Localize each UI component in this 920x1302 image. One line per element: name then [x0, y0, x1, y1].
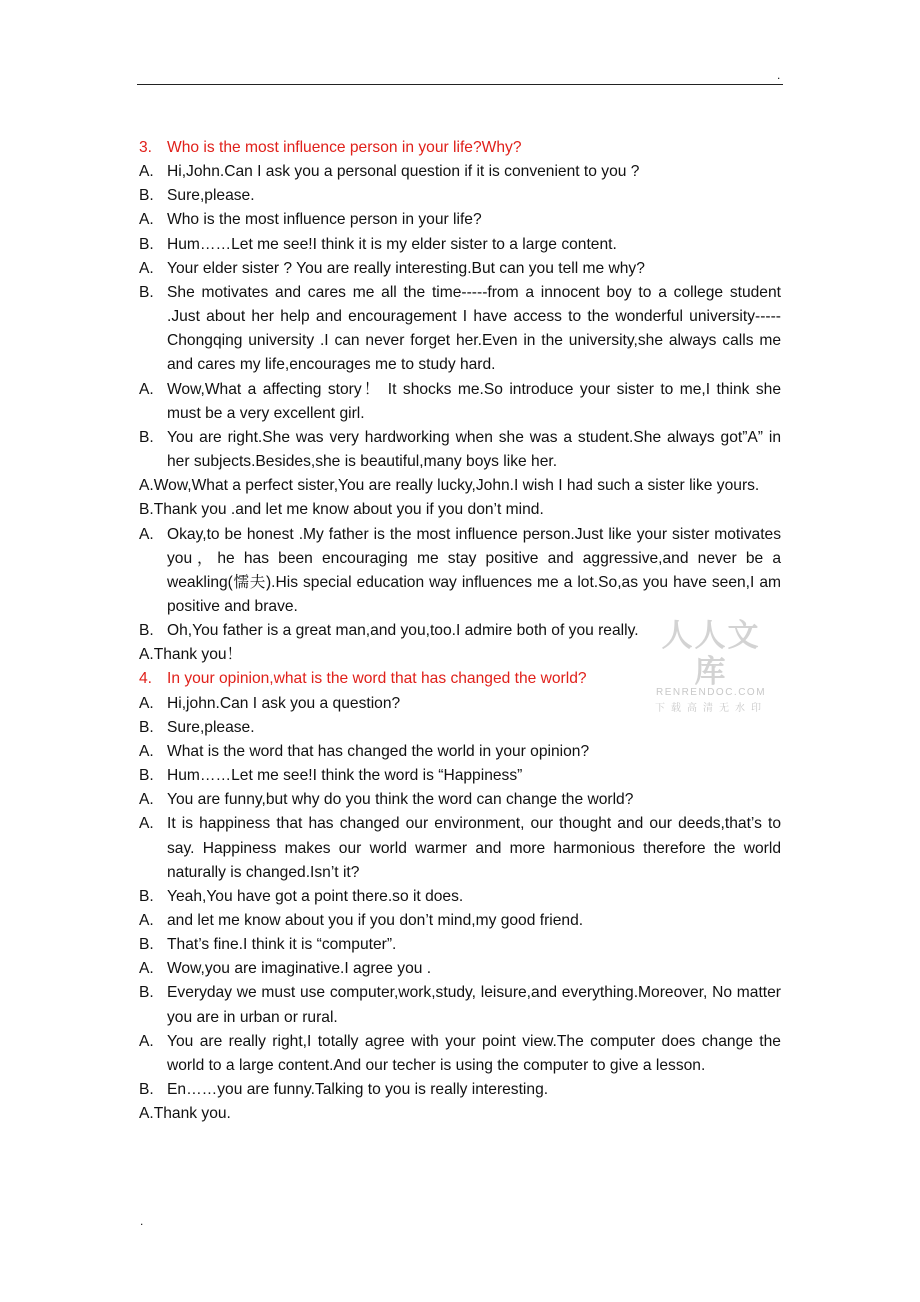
dialogue-text: Sure,please.: [167, 187, 255, 205]
dialogue-line: [139, 692, 781, 716]
dialogue-line: [139, 1030, 781, 1078]
speaker-label: B.: [139, 428, 154, 446]
section-heading: [139, 667, 781, 691]
dialogue-text: You are funny,but why do you think the word can change the world?: [167, 791, 634, 809]
dialogue-line: [139, 812, 781, 884]
speaker-label: B.: [139, 936, 154, 954]
dialogue-text: Okay,to be honest .My father is the most influence person.Just like your sister motivates you，he has been encouraging me stay positive and aggressive,and never be a weakling(懦夫).His special education way influences me a lot.So,as you have seen,I am positive and brave.: [167, 525, 781, 615]
speaker-label: A.: [139, 525, 154, 543]
dialogue-line: [139, 208, 781, 232]
speaker-label: A.: [139, 815, 154, 833]
dialogue-text: Yeah,You have got a point there.so it does.: [167, 887, 464, 905]
dialogue-line: [139, 426, 781, 474]
watermark-tagline: 下载高清无水印: [655, 703, 767, 714]
section-number: 4.: [139, 670, 153, 688]
speaker-label: B.: [139, 887, 154, 905]
speaker-label: B.: [139, 235, 154, 253]
section-title: Who is the most influence person in your life?Why?: [167, 139, 522, 156]
speaker-label: A.: [139, 791, 154, 809]
dialogue-text: Wow,you are imaginative.I agree you .: [167, 960, 432, 978]
dialogue-text: and let me know about you if you don’t mind,my good friend.: [167, 912, 584, 929]
dialogue-text: You are right.She was very hardworking when she was a student.She always got”A” in her subjects.Besides,she is beautiful,many boys like her.: [167, 428, 781, 471]
header-rule: [137, 84, 783, 85]
dialogue-text: Hum……Let me see!I think the word is “Happiness”: [167, 767, 523, 785]
dialogue-line: [139, 740, 781, 764]
watermark-brand: 人人文库: [661, 618, 761, 690]
dialogue-text: Oh,You father is a great man,and you,too.I admire both of you really.: [167, 622, 639, 640]
dialogue-text: It is happiness that has changed our environment, our thought and our deeds,that’s to say. Happiness makes our world warmer and more harmonious therefore the world naturally is changed.Isn’t it?: [167, 815, 781, 881]
dialogue-text: En……you are funny.Talking to you is really interesting.: [167, 1081, 549, 1099]
speaker-label: A.: [139, 912, 154, 929]
document-body: [139, 136, 781, 1126]
dialogue-text: Wow,What a affecting story！ It shocks me.So introduce your sister to me,I think she must be a very excellent girl.: [167, 380, 781, 422]
dialogue-line-plain: A.Thank you.: [139, 1105, 231, 1123]
dialogue-line: [139, 788, 781, 812]
dialogue-text: Hi,john.Can I ask you a question?: [167, 694, 401, 712]
speaker-label: A.: [139, 259, 154, 277]
speaker-label: A.: [139, 380, 154, 398]
watermark-url: RENRENDOC.COM: [655, 687, 767, 698]
speaker-label: B.: [139, 622, 154, 640]
dialogue-line: [139, 160, 781, 184]
dialogue-line: [139, 257, 781, 281]
dialogue-line: [139, 716, 781, 740]
speaker-label: B.: [139, 718, 154, 736]
dialogue-line: [139, 1078, 781, 1102]
speaker-label: A.: [139, 163, 154, 181]
dialogue-line: [139, 909, 781, 933]
dialogue-text: Hum……Let me see!I think it is my elder sister to a large content.: [167, 235, 617, 253]
dialogue-line-plain: A.Thank you！: [139, 646, 243, 664]
speaker-label: A.: [139, 694, 154, 712]
dialogue-line: [139, 957, 781, 981]
dialogue-line: [139, 523, 781, 620]
dialogue-text: What is the word that has changed the world in your opinion?: [167, 742, 590, 760]
dialogue-line: [139, 981, 781, 1029]
header-marker: .: [777, 68, 781, 82]
section-number: 3.: [139, 139, 153, 156]
dialogue-line: [139, 184, 781, 208]
dialogue-line: [139, 619, 781, 643]
dialogue-text: You are really right,I totally agree with your point view.The computer does change the world to a large content.And our techer is using the computer to give a lesson.: [167, 1032, 781, 1074]
section-heading: [139, 136, 781, 160]
speaker-label: B.: [139, 984, 154, 1002]
speaker-label: B.: [139, 1081, 154, 1099]
speaker-label: B.: [139, 283, 154, 301]
dialogue-line: [139, 933, 781, 957]
speaker-label: B.: [139, 187, 154, 205]
dialogue-line: [139, 233, 781, 257]
dialogue-line: [139, 885, 781, 909]
dialogue-text: Everyday we must use computer,work,study, leisure,and everything.Moreover, No matter you are in urban or rural.: [167, 984, 781, 1026]
speaker-label: A.: [139, 960, 154, 978]
dialogue-text: Your elder sister ? You are really interesting.But can you tell me why?: [167, 259, 645, 277]
dialogue-text: She motivates and cares me all the time-----from a innocent boy to a college student .Just about her help and encouragement I have access to the wonderful university-----Chongqing university .I can never forget her.Even in the university,she always calls me and cares my life,encourages me to study hard.: [167, 283, 781, 374]
dialogue-text: Sure,please.: [167, 718, 255, 736]
speaker-label: A.: [139, 742, 154, 760]
dialogue-text: That’s fine.I think it is “computer”.: [167, 936, 397, 954]
dialogue-text: Who is the most influence person in your life?: [167, 211, 482, 229]
section-title: In your opinion,what is the word that has changed the world?: [167, 670, 587, 688]
dialogue-line: [139, 281, 781, 378]
dialogue-text: Hi,John.Can I ask you a personal question if it is convenient to you ?: [167, 163, 640, 181]
speaker-label: A.: [139, 211, 154, 229]
footer-marker: .: [140, 1214, 144, 1228]
speaker-label: B.: [139, 767, 154, 785]
dialogue-line-plain: B.Thank you .and let me know about you if you don’t mind.: [139, 501, 544, 519]
speaker-label: A.: [139, 1032, 154, 1050]
dialogue-line-plain: A.Wow,What a perfect sister,You are really lucky,John.I wish I had such a sister like yours.: [139, 477, 760, 495]
dialogue-line: [139, 378, 781, 426]
dialogue-line: [139, 764, 781, 788]
